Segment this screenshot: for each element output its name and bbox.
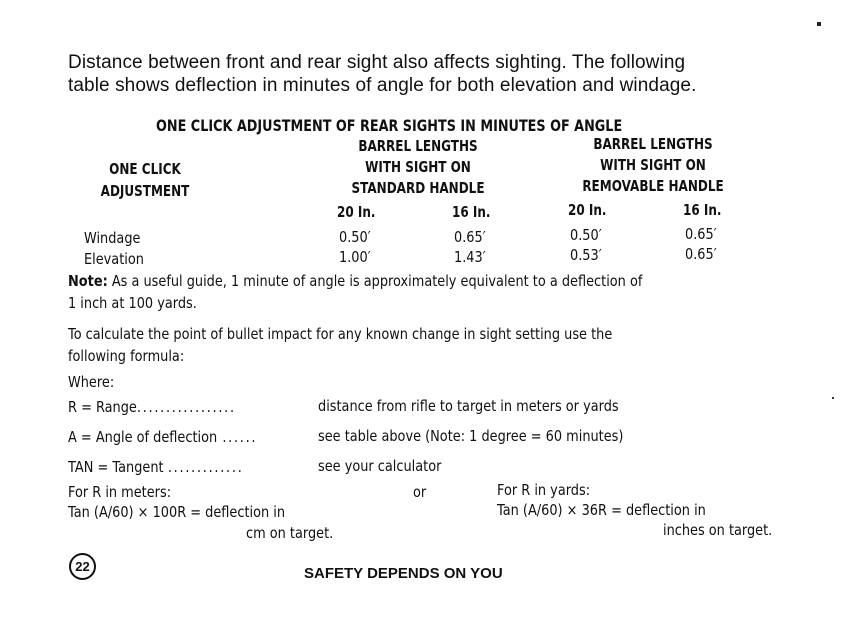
sub-header-16in-standard: 16 In. [452, 203, 491, 221]
row-label-elevation: Elevation [84, 250, 144, 268]
note-line-2: 1 inch at 100 yards. [68, 294, 197, 312]
definition-range-desc: distance from rifle to target in meters or yards [318, 397, 619, 415]
row-label-windage: Windage [84, 229, 141, 247]
sub-header-20in-removable: 20 In. [568, 201, 607, 219]
sub-header-20in-standard: 20 In. [337, 203, 376, 221]
group-header-standard-handle: BARREL LENGTHS WITH SIGHT ON STANDARD HANDLE [351, 137, 485, 197]
table-cell: 0.50′ [570, 226, 602, 244]
definition-range: R = Range................. [68, 398, 236, 416]
intro-line-1: Distance between front and rear sight also affects sighting. The following [68, 52, 686, 73]
footer-text: SAFETY DEPENDS ON YOU [304, 565, 503, 582]
intro-line-2: table shows deflection in minutes of angle for both elevation and windage. [68, 75, 697, 96]
definition-tangent-desc: see your calculator [318, 457, 442, 475]
sub-header-16in-removable: 16 In. [683, 201, 722, 219]
table-cell: 0.53′ [570, 246, 602, 264]
meters-formula: Tan (A/60) × 100R = deflection in [68, 503, 286, 521]
yards-unit: inches on target. [663, 521, 773, 539]
group-header-removable-handle: BARREL LENGTHS WITH SIGHT ON REMOVABLE HANDLE [582, 135, 724, 195]
table-cell: 1.43′ [454, 248, 486, 266]
table-cell: 0.65′ [685, 245, 717, 263]
table-cell: 0.50′ [339, 228, 371, 246]
definition-angle: A = Angle of deflection ...... [68, 428, 258, 446]
note-line-1: Note: As a useful guide, 1 minute of angle is approximately equivalent to a deflection of [68, 272, 643, 290]
or-label: or [413, 483, 427, 501]
meters-unit: cm on target. [246, 524, 334, 542]
note-label: Note: [68, 272, 108, 290]
definition-angle-desc: see table above (Note: 1 degree = 60 minutes) [318, 427, 624, 445]
where-label: Where: [68, 373, 115, 391]
page-number-badge: 22 [69, 553, 96, 580]
table-title: ONE CLICK ADJUSTMENT OF REAR SIGHTS IN MINUTES OF ANGLE [156, 116, 623, 135]
calc-line-1: To calculate the point of bullet impact for any known change in sight setting use the [68, 325, 613, 343]
definition-tangent: TAN = Tangent ............. [68, 458, 244, 476]
yards-label: For R in yards: [497, 481, 591, 499]
yards-formula: Tan (A/60) × 36R = deflection in [497, 501, 706, 519]
column-header-adjustment: ONE CLICK ADJUSTMENT [100, 160, 190, 200]
calc-line-2: following formula: [68, 347, 185, 365]
print-mark [832, 397, 834, 399]
table-cell: 0.65′ [685, 225, 717, 243]
meters-label: For R in meters: [68, 483, 172, 501]
table-cell: 0.65′ [454, 228, 486, 246]
print-mark [817, 22, 821, 26]
table-cell: 1.00′ [339, 248, 371, 266]
